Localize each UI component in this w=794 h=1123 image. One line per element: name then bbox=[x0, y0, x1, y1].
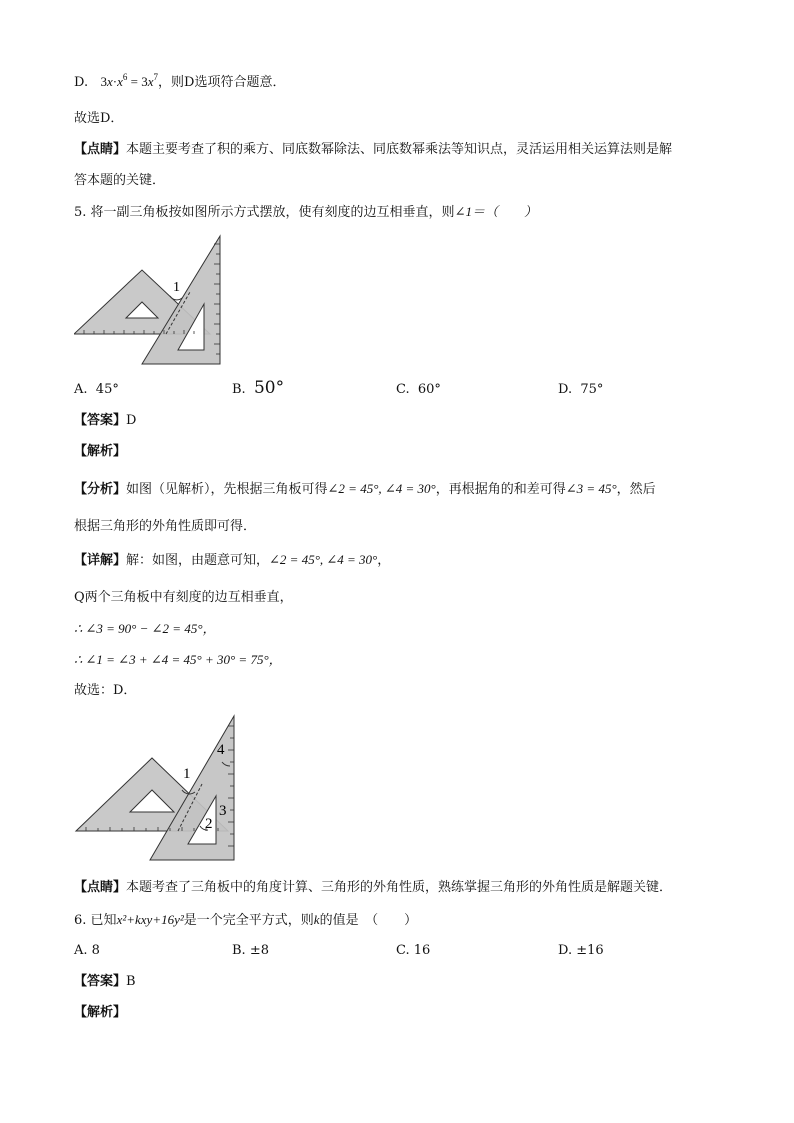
prev-option-letter: D. bbox=[74, 75, 89, 90]
q5-stem: 5. 将一副三角板按如图所示方式摆放，使有刻度的边互相垂直，则∠1＝（ ） bbox=[74, 204, 537, 220]
q5-comment: 【点睛】本题考查了三角板中的角度计算、三角形的外角性质，熟练掌握三角形的外角性质是解题关键． bbox=[74, 880, 673, 895]
prev-tail: ，则D选项符合题意． bbox=[158, 75, 286, 90]
q6-analysis-tag: 【解析】 bbox=[74, 1005, 127, 1020]
q5-analysis-tag: 【解析】 bbox=[74, 444, 127, 459]
fig2-label-3: 3 bbox=[219, 803, 227, 819]
prev-comment-line2: 答本题的关键． bbox=[74, 173, 166, 188]
fig2-label-4: 4 bbox=[217, 742, 225, 758]
prev-option-d bbox=[74, 73, 285, 92]
q5-option-a[interactable]: A. 45° bbox=[74, 382, 119, 397]
fig2-label-2: 2 bbox=[205, 816, 213, 832]
comment-tag: 【点睛】 bbox=[74, 142, 127, 157]
prev-comment-line1: 【点睛】本题主要考查了积的乘方、同底数幂除法、同底数幂乘法等知识点，灵活运用相关运算法则是解 bbox=[74, 142, 673, 157]
q6-number: 6. bbox=[74, 913, 87, 928]
q5-detail: 【详解】解：如图，由题意可知，∠2 = 45°, ∠4 = 30°， bbox=[74, 552, 391, 568]
q6-option-a[interactable]: A. 8 bbox=[74, 943, 100, 958]
prev-expression: $3x\cdot x^6 = 3x^7$ bbox=[100, 72, 159, 89]
prev-conclusion: 故选D． bbox=[74, 111, 124, 126]
q5-number: 5. bbox=[74, 205, 87, 220]
q5-conclusion: 故选：D． bbox=[74, 683, 137, 698]
q5-option-c[interactable]: C. 60° bbox=[396, 382, 441, 397]
q5-step3: ∴ ∠1 = ∠3 + ∠4 = 45° + 30° = 75°， bbox=[74, 652, 282, 667]
q5-answer: 【答案】D bbox=[74, 413, 137, 428]
q5-figure-2 bbox=[74, 714, 238, 862]
q5-step1: Q两个三角板中有刻度的边互相垂直， bbox=[74, 590, 293, 605]
q6-option-c[interactable]: C. 16 bbox=[396, 943, 431, 958]
q5-figure-1 bbox=[74, 234, 224, 368]
q6-stem: 6. 已知x²+kxy+16y²是一个完全平方式，则k的值是 （ ） bbox=[74, 912, 418, 928]
q5-option-d[interactable]: D. 75° bbox=[558, 382, 604, 397]
fig2-label-1: 1 bbox=[183, 766, 191, 782]
q5-fenxi-line2: 根据三角形的外角性质即可得． bbox=[74, 519, 257, 534]
q5-fenxi-line1: 【分析】如图（见解析），先根据三角板可得∠2 = 45°, ∠4 = 30°，再根据角的和差可得∠3 = 45°，然后 bbox=[74, 481, 656, 497]
q6-option-b[interactable]: B. ±8 bbox=[232, 943, 269, 958]
q5-option-b[interactable]: B. 50° bbox=[232, 378, 285, 398]
q6-option-d[interactable]: D. ±16 bbox=[558, 943, 604, 958]
q5-angle: ∠1＝（ ） bbox=[454, 204, 537, 219]
q6-answer: 【答案】B bbox=[74, 974, 136, 989]
fig1-label-1: 1 bbox=[173, 280, 180, 295]
q5-step2: ∴ ∠3 = 90° − ∠2 = 45°， bbox=[74, 621, 216, 636]
q6-expression: x²+kxy+16y² bbox=[116, 912, 184, 927]
